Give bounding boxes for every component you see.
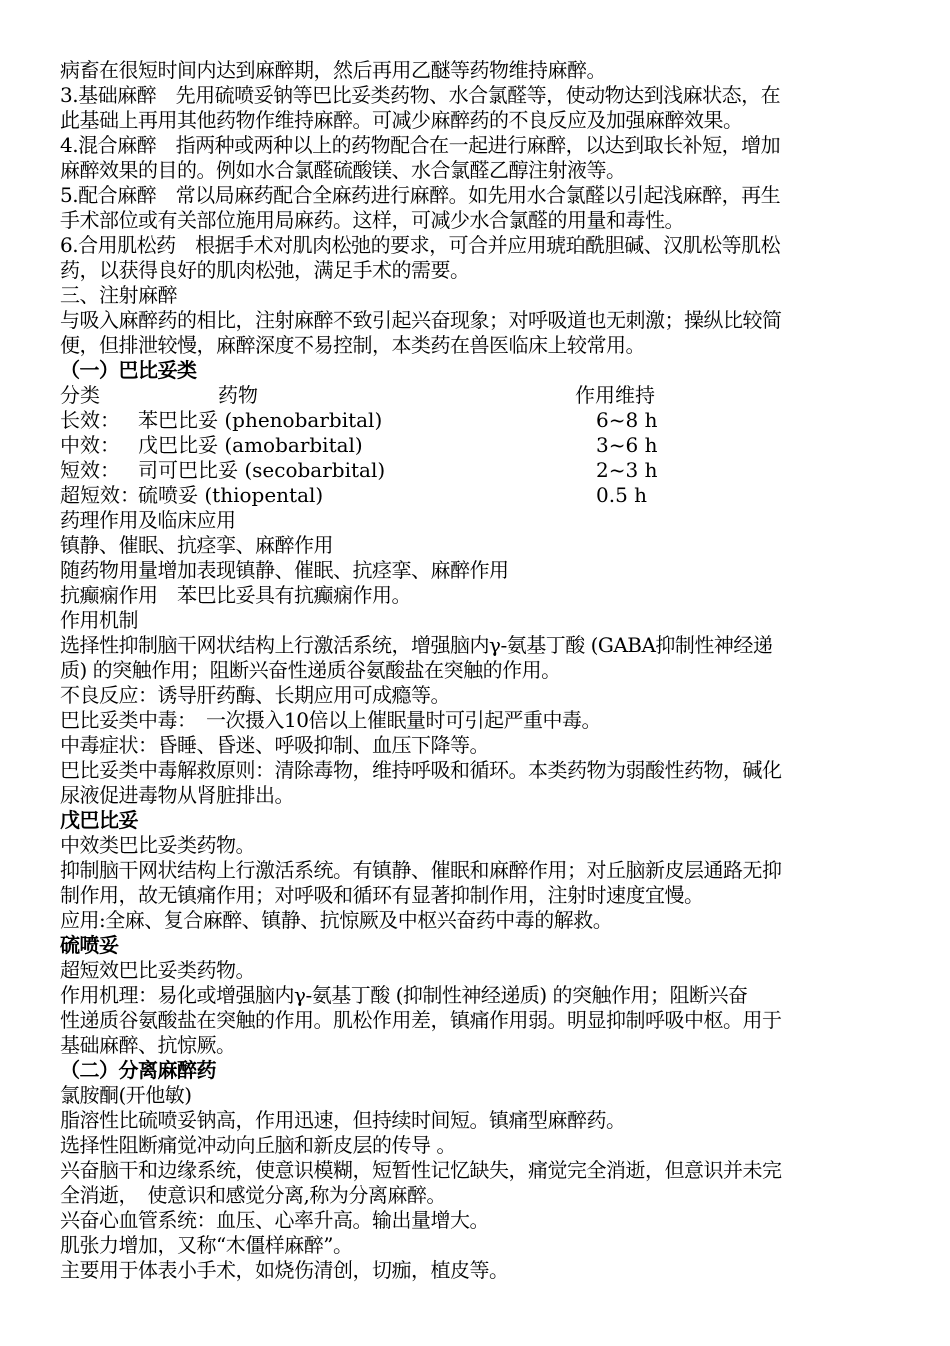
cell-drug: 戊巴比妥 (amobarbital) (138, 433, 363, 457)
duration-table (60, 383, 892, 508)
table-row (60, 458, 892, 483)
cell-class: 中效： (60, 433, 120, 457)
text-line: 4.混合麻醉 指两种或两种以上的药物配合在一起进行麻醉，以达到取长补短，增加 (60, 133, 781, 157)
text-line: 便，但排泄较慢，麻醉深度不易控制，本类药在兽医临床上较常用。 (60, 333, 645, 357)
text-line: 6.合用肌松药 根据手术对肌肉松弛的要求，可合并应用琥珀酰胆碱、汉肌松等肌松 (60, 233, 781, 257)
cell-duration: 2~3 h (596, 458, 658, 482)
pharmacology-section (60, 508, 892, 808)
cell-class: 长效： (60, 408, 120, 432)
thiopental-section (60, 958, 892, 1058)
ketamine-section (60, 1083, 892, 1283)
text-line: 作用机理：易化或增强脑内γ-氨基丁酸 (抑制性神经递质) 的突触作用；阻断兴奋 (60, 983, 748, 1007)
text-line: 超短效巴比妥类药物。 (60, 958, 255, 982)
text-line: 兴奋心血管系统：血压、心率升高。输出量增大。 (60, 1208, 489, 1232)
text-line: 5.配合麻醉 常以局麻药配合全麻药进行麻醉。如先用水合氯醛以引起浅麻醉，再生 (60, 183, 781, 207)
text-line: 选择性阻断痛觉冲动向丘脑和新皮层的传导 。 (60, 1133, 456, 1157)
cell-drug: 苯巴比妥 (phenobarbital) (138, 408, 383, 432)
text-line: 质) 的突触作用；阻断兴奋性递质谷氨酸盐在突触的作用。 (60, 658, 561, 682)
text-line: 手术部位或有关部位施用局麻药。这样，可减少水合氯醛的用量和毒性。 (60, 208, 684, 232)
text-line: 中毒症状：昏睡、昏迷、呼吸抑制、血压下降等。 (60, 733, 489, 757)
text-line: 3.基础麻醉 先用硫喷妥钠等巴比妥类药物、水合氯醛等，使动物达到浅麻状态，在 (60, 83, 781, 107)
barbiturate-heading: （一）巴比妥类 (60, 358, 197, 382)
cell-class: 超短效： (60, 483, 140, 507)
text-line: 不良反应：诱导肝药酶、长期应用可成瘾等。 (60, 683, 450, 707)
text-line: 抗癫痫作用 苯巴比妥具有抗癫痫作用。 (60, 583, 411, 607)
table-row (60, 483, 892, 508)
dissociative-heading: （二）分离麻醉药 (60, 1058, 216, 1082)
text-line: 兴奋脑干和边缘系统，使意识模糊，短暂性记忆缺失，痛觉完全消逝，但意识并未完 (60, 1158, 782, 1182)
pentobarbital-heading: 戊巴比妥 (60, 808, 138, 832)
pentobarbital-section (60, 833, 892, 933)
text-line: 应用:全麻、复合麻醉、镇静、抗惊厥及中枢兴奋药中毒的解救。 (60, 908, 613, 932)
text-line: 制作用，故无镇痛作用；对呼吸和循环有显著抑制作用，注射时速度宜慢。 (60, 883, 704, 907)
cell-duration: 0.5 h (596, 483, 648, 507)
document-page (60, 58, 892, 1283)
table-row (60, 433, 892, 458)
text-line: 作用机制 (60, 608, 138, 632)
header-class: 分类 (60, 383, 100, 407)
text-line: 氯胺酮(开他敏) (60, 1083, 192, 1107)
cell-drug: 司可巴比妥 (secobarbital) (138, 458, 386, 482)
cell-duration: 6~8 h (596, 408, 658, 432)
text-line: 性递质谷氨酸盐在突触的作用。肌松作用差，镇痛作用弱。明显抑制呼吸中枢。用于 (60, 1008, 782, 1032)
text-line: 肌张力增加，又称“木僵样麻醉”。 (60, 1233, 353, 1257)
text-line: 镇静、催眠、抗痉挛、麻醉作用 (60, 533, 333, 557)
text-line: 主要用于体表小手术，如烧伤清创，切痂，植皮等。 (60, 1258, 509, 1282)
text-line: 药理作用及临床应用 (60, 508, 236, 532)
cell-duration: 3~6 h (596, 433, 658, 457)
text-line: 抑制脑干网状结构上行激活系统。有镇静、催眠和麻醉作用；对丘脑新皮层通路无抑 (60, 858, 782, 882)
header-drug: 药物 (218, 383, 258, 407)
cell-drug: 硫喷妥 (thiopental) (138, 483, 324, 507)
section-heading: 三、注射麻醉 (60, 283, 177, 307)
text-line: 病畜在很短时间内达到麻醉期，然后再用乙醚等药物维持麻醉。 (60, 58, 606, 82)
text-line: 巴比妥类中毒： 一次摄入10倍以上催眠量时可引起严重中毒。 (60, 708, 601, 732)
header-duration: 作用维持 (575, 383, 655, 407)
text-line: 中效类巴比妥类药物。 (60, 833, 255, 857)
text-line: 此基础上再用其他药物作维持麻醉。可减少麻醉药的不良反应及加强麻醉效果。 (60, 108, 743, 132)
text-line: 药，以获得良好的肌肉松弛，满足手术的需要。 (60, 258, 470, 282)
text-line: 巴比妥类中毒解救原则：清除毒物，维持呼吸和循环。本类药物为弱酸性药物，碱化 (60, 758, 782, 782)
text-line: 选择性抑制脑干网状结构上行激活系统，增强脑内γ-氨基丁酸 (GABA抑制性神经递 (60, 633, 773, 657)
cell-class: 短效： (60, 458, 120, 482)
text-line: 随药物用量增加表现镇静、催眠、抗痉挛、麻醉作用 (60, 558, 509, 582)
text-line: 尿液促进毒物从肾脏排出。 (60, 783, 294, 807)
table-row (60, 408, 892, 433)
text-line: 脂溶性比硫喷妥钠高，作用迅速，但持续时间短。镇痛型麻醉药。 (60, 1108, 626, 1132)
intro-section (60, 58, 892, 358)
text-line: 全消逝， 使意识和感觉分离,称为分离麻醉。 (60, 1183, 446, 1207)
text-line: 基础麻醉、抗惊厥。 (60, 1033, 236, 1057)
text-line: 麻醉效果的目的。例如水合氯醛硫酸镁、水合氯醛乙醇注射液等。 (60, 158, 626, 182)
thiopental-heading: 硫喷妥 (60, 933, 119, 957)
text-line: 与吸入麻醉药的相比，注射麻醉不致引起兴奋现象；对呼吸道也无刺激；操纵比较简 (60, 308, 782, 332)
table-header-row (60, 383, 892, 408)
